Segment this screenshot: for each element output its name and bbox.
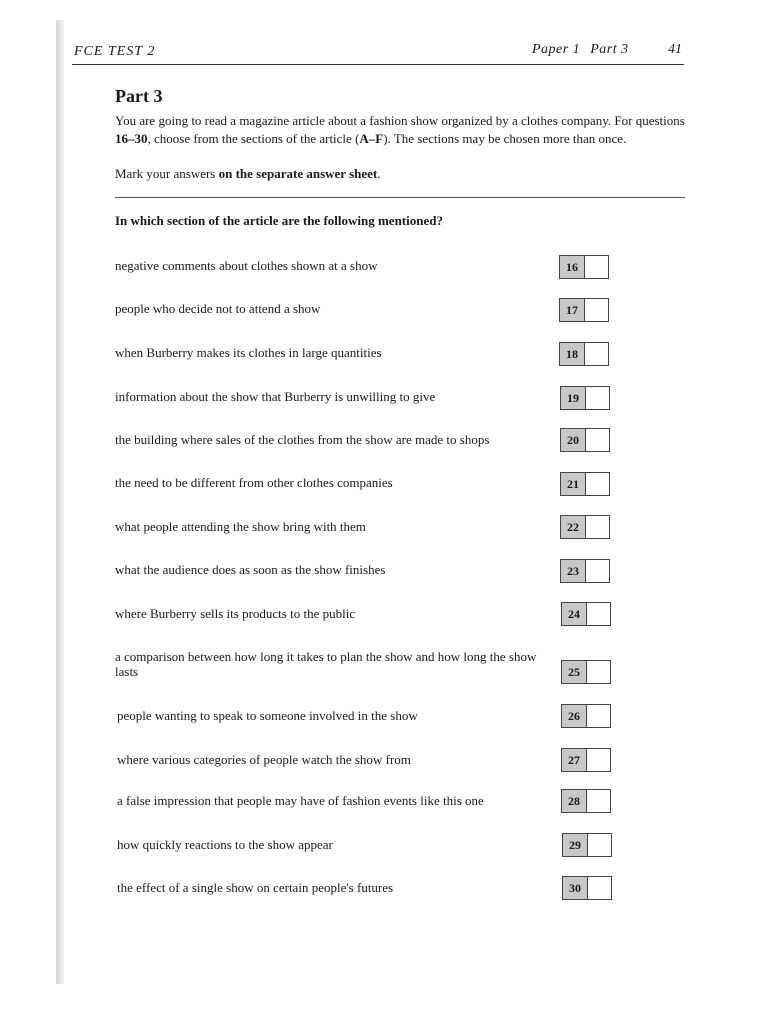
answer-box[interactable] — [561, 602, 611, 626]
question-text: where Burberry sells its products to the public — [115, 606, 356, 621]
question-text: negative comments about clothes shown at a show — [115, 258, 378, 273]
answer-box[interactable] — [561, 789, 611, 813]
question-text: where various categories of people watch the show from — [117, 752, 411, 767]
intro-text: You are going to read a magazine article about a fashion show organized by a clothes company. For questions — [115, 113, 685, 128]
intro-text: ). The sections may be chosen more than once. — [383, 131, 627, 146]
question-text: the building where sales of the clothes from the show are made to shops — [115, 432, 490, 447]
question-number: 30 — [563, 877, 588, 899]
answer-box[interactable] — [562, 833, 612, 857]
answer-field[interactable] — [588, 834, 611, 856]
paper-part-label — [532, 42, 639, 58]
question-text: when Burberry makes its clothes in large quantities — [115, 345, 382, 360]
answer-box[interactable] — [559, 255, 609, 279]
answer-box[interactable] — [559, 342, 609, 366]
answer-field[interactable] — [586, 387, 609, 409]
answer-box[interactable] — [560, 515, 610, 539]
question-text: a comparison between how long it takes to plan the show and how long the show lasts — [115, 649, 537, 679]
section-divider — [115, 197, 685, 198]
answer-field[interactable] — [586, 429, 609, 451]
answer-field[interactable] — [585, 299, 608, 321]
paper-label: Paper 1 — [532, 42, 581, 57]
header-divider — [72, 64, 684, 65]
question-text: what people attending the show bring with them — [115, 519, 366, 534]
answer-field[interactable] — [586, 560, 609, 582]
question-number: 23 — [561, 560, 586, 582]
scan-edge — [56, 20, 64, 984]
answer-box[interactable] — [559, 298, 609, 322]
question-number: 26 — [562, 705, 587, 727]
question-number: 20 — [561, 429, 586, 451]
answer-field[interactable] — [586, 473, 609, 495]
question-number: 29 — [563, 834, 588, 856]
answer-box[interactable] — [561, 748, 611, 772]
mark-text: . — [377, 166, 381, 181]
question-number: 25 — [562, 661, 587, 683]
answer-field[interactable] — [587, 790, 610, 812]
question-text: the effect of a single show on certain people's futures — [117, 880, 394, 895]
mark-bold: on the separate answer sheet — [218, 166, 378, 181]
question-number: 21 — [561, 473, 586, 495]
question-text: a false impression that people may have of fashion events like this one — [117, 793, 484, 808]
question-number: 19 — [561, 387, 586, 409]
question-number: 22 — [561, 516, 586, 538]
answer-box[interactable] — [560, 386, 610, 410]
answer-box[interactable] — [562, 876, 612, 900]
part-label: Part 3 — [590, 42, 629, 57]
answer-box[interactable] — [560, 559, 610, 583]
section-range: A–F — [359, 131, 384, 146]
answer-field[interactable] — [587, 661, 610, 683]
answer-field[interactable] — [586, 516, 609, 538]
intro-text: , choose from the sections of the article ( — [147, 131, 360, 146]
question-heading: In which section of the article are the following mentioned? — [115, 213, 443, 228]
answer-field[interactable] — [585, 256, 608, 278]
page-title: Part 3 — [115, 86, 163, 106]
answer-box[interactable] — [560, 472, 610, 496]
question-text: people who decide not to attend a show — [115, 301, 321, 316]
answer-field[interactable] — [587, 749, 610, 771]
question-number: 17 — [560, 299, 585, 321]
question-text: people wanting to speak to someone involved in the show — [117, 708, 418, 723]
answer-box[interactable] — [561, 704, 611, 728]
instructions — [115, 112, 685, 148]
question-text: how quickly reactions to the show appear — [117, 837, 333, 852]
mark-text: Mark your answers — [115, 166, 219, 181]
question-range: 16–30 — [115, 131, 148, 146]
mark-instructions — [115, 166, 381, 182]
answer-field[interactable] — [587, 705, 610, 727]
question-number: 28 — [562, 790, 587, 812]
question-text: the need to be different from other clothes companies — [115, 475, 393, 490]
page-number: 41 — [668, 42, 682, 57]
answer-field[interactable] — [588, 877, 611, 899]
question-number: 18 — [560, 343, 585, 365]
answer-box[interactable] — [561, 660, 611, 684]
question-text: what the audience does as soon as the show finishes — [115, 562, 386, 577]
question-number: 16 — [560, 256, 585, 278]
answer-field[interactable] — [585, 343, 608, 365]
question-text: information about the show that Burberry is unwilling to give — [115, 389, 436, 404]
answer-box[interactable] — [560, 428, 610, 452]
test-label: FCE TEST 2 — [74, 44, 156, 59]
question-number: 27 — [562, 749, 587, 771]
question-number: 24 — [562, 603, 587, 625]
answer-field[interactable] — [587, 603, 610, 625]
